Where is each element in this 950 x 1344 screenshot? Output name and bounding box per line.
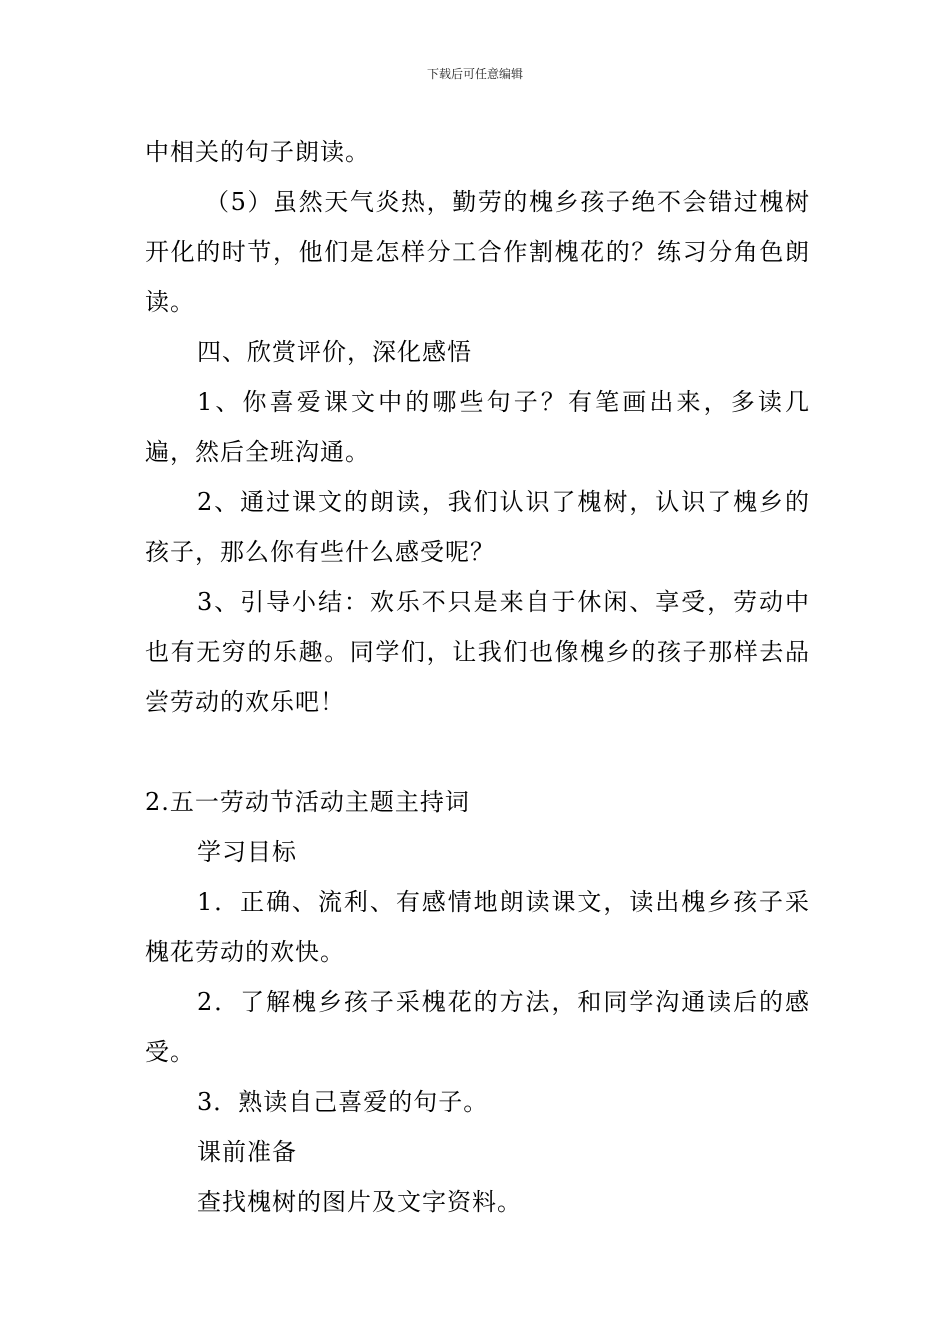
- paragraph-continuation: 中相关的句子朗读。: [145, 138, 370, 166]
- section-title-2: 2.五一劳动节活动主题主持词: [145, 788, 470, 816]
- goal-item-2: 2．了解槐乡孩子采槐花的方法，和同学沟通读后的感受。: [145, 988, 810, 1066]
- page-header-note: 下载后可任意编辑: [426, 67, 523, 81]
- preparation-text: 查找槐树的图片及文字资料。: [197, 1188, 522, 1216]
- paragraph-item-3: 3、引导小结：欢乐不只是来自于休闲、享受，劳动中也有无穷的乐趣。同学们，让我们也像槐乡的孩子那样去品尝劳动的欢乐吧！: [145, 588, 810, 716]
- subheading-learning-goals: 学习目标: [197, 838, 297, 866]
- goal-item-3: 3．熟读自己喜爱的句子。: [197, 1088, 489, 1116]
- document-body: [145, 127, 810, 1227]
- section-heading-appreciation: 四、欣赏评价，深化感悟: [197, 338, 472, 366]
- goal-item-1: 1．正确、流利、有感情地朗读课文，读出槐乡孩子采槐花劳动的欢快。: [145, 888, 810, 966]
- paragraph-item-1: 1、你喜爱课文中的哪些句子？有笔画出来，多读几遍，然后全班沟通。: [145, 388, 810, 466]
- paragraph-item-2: 2、通过课文的朗读，我们认识了槐树，认识了槐乡的孩子，那么你有些什么感受呢？: [145, 488, 810, 566]
- paragraph-step-5: （5）虽然天气炎热，勤劳的槐乡孩子绝不会错过槐树开化的时节，他们是怎样分工合作割槐花的？练习分角色朗读。: [145, 188, 810, 316]
- subheading-preparation: 课前准备: [197, 1138, 297, 1166]
